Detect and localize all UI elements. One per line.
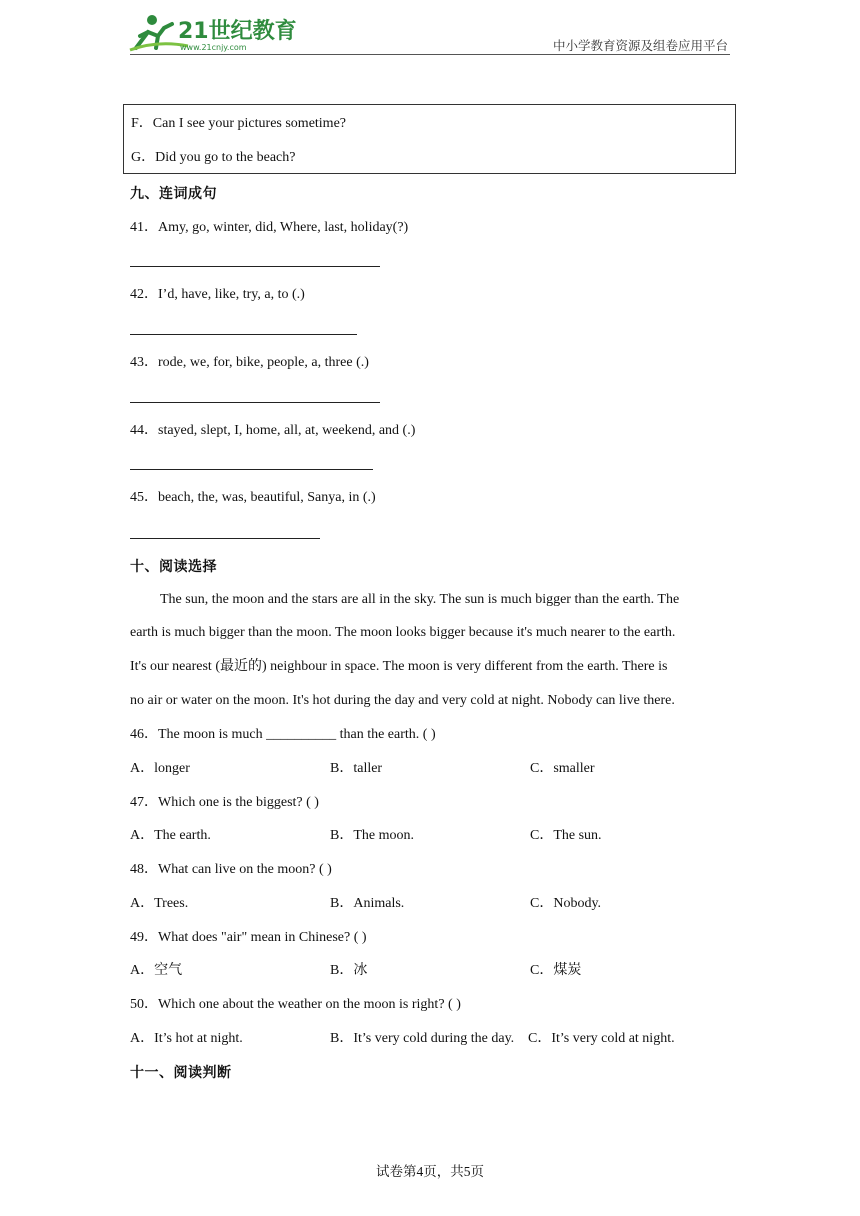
q46-option-b[interactable]: B．taller (330, 761, 383, 776)
question-44: 44．stayed, slept, I, home, all, at, weekend, and (.) (130, 423, 416, 438)
q50-option-c[interactable]: C．It’s very cold at night. (528, 1031, 675, 1046)
question-43: 43．rode, we, for, bike, people, a, three (.) (130, 355, 369, 370)
q47-option-c[interactable]: C．The sun. (530, 828, 602, 843)
q50-option-a[interactable]: A．It’s hot at night. (130, 1031, 243, 1046)
answer-blank-44[interactable] (130, 469, 373, 470)
question-42: 42．I’d, have, like, try, a, to (.) (130, 287, 305, 302)
question-49: 49．What does "air" mean in Chinese? ( ) (130, 930, 367, 945)
question-41: 41．Amy, go, winter, did, Where, last, holiday(?) (130, 220, 409, 235)
q48-option-c[interactable]: C．Nobody. (530, 896, 602, 911)
passage-line-1: The sun, the moon and the stars are all in the sky. The sun is much bigger than the earth. The (160, 592, 680, 607)
section-11-title: 十一、阅读判断 (130, 1065, 232, 1081)
question-50: 50．Which one about the weather on the moon is right? ( ) (130, 997, 461, 1012)
option-g: G．Did you go to the beach? (131, 150, 296, 165)
question-46: 46．The moon is much __________ than the earth. ( ) (130, 727, 436, 742)
q49-option-c[interactable]: C．煤炭 (530, 963, 582, 978)
answer-blank-43[interactable] (130, 402, 380, 403)
logo (128, 10, 308, 54)
passage-line-2: earth is much bigger than the moon. The moon looks bigger because it's much nearer to the earth. (130, 625, 676, 640)
q48-option-a[interactable]: A．Trees. (130, 896, 189, 911)
question-47: 47．Which one is the biggest? ( ) (130, 795, 319, 810)
section-9-title: 九、连词成句 (130, 186, 217, 202)
logo-text: 21世纪教育 (178, 19, 297, 44)
logo-url: www.21cnjy.com (180, 43, 247, 52)
q46-option-c[interactable]: C．smaller (530, 761, 595, 776)
q47-option-a[interactable]: A．The earth. (130, 828, 211, 843)
answer-blank-41[interactable] (130, 266, 380, 267)
q50-option-b[interactable]: B．It’s very cold during the day. (330, 1031, 515, 1046)
answer-blank-45[interactable] (130, 538, 320, 539)
q48-option-b[interactable]: B．Animals. (330, 896, 405, 911)
q49-option-b[interactable]: B．冰 (330, 963, 368, 978)
section-10-title: 十、阅读选择 (130, 559, 217, 575)
runner-logo-icon (128, 10, 308, 54)
question-45: 45．beach, the, was, beautiful, Sanya, in (.) (130, 490, 376, 505)
option-f: F．Can I see your pictures sometime? (131, 116, 347, 131)
passage-line-3: It's our nearest (最近的) neighbour in space. The moon is very different from the earth. There is (130, 659, 668, 674)
answer-blank-42[interactable] (130, 334, 357, 335)
page-number: 试卷第4页，共5页 (376, 1164, 484, 1179)
question-48: 48．What can live on the moon? ( ) (130, 862, 332, 877)
header-divider (130, 54, 730, 55)
q49-option-a[interactable]: A．空气 (130, 963, 183, 978)
platform-name: 中小学教育资源及组卷应用平台 (552, 39, 728, 53)
q47-option-b[interactable]: B．The moon. (330, 828, 414, 843)
q46-option-a[interactable]: A．longer (130, 761, 190, 776)
passage-line-4: no air or water on the moon. It's hot during the day and very cold at night. Nobody can live there. (130, 693, 675, 708)
